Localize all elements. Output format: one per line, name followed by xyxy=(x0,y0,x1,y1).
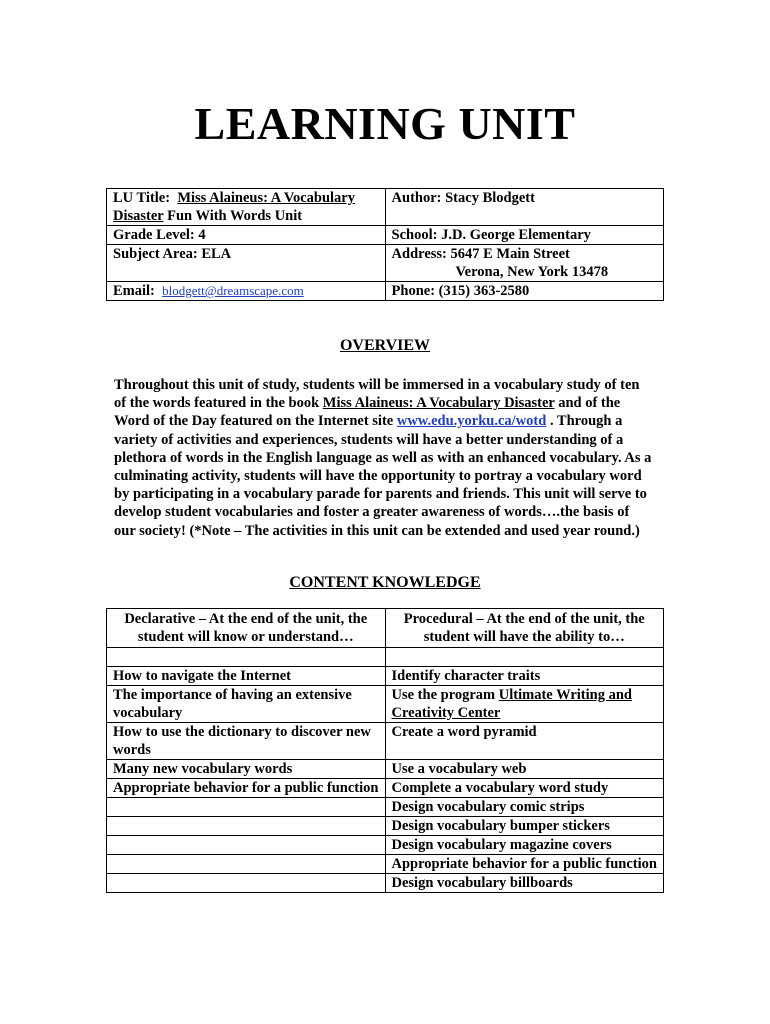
table-row xyxy=(107,226,664,245)
procedural-item: Create a word pyramid xyxy=(385,723,664,760)
table-row xyxy=(107,760,664,779)
address-line1: Address: 5647 E Main Street xyxy=(391,246,570,262)
overview-text-2: and of the Word of the Day featured on the Internet site xyxy=(114,395,621,430)
grade-level-cell xyxy=(107,226,386,245)
program-name: Ultimate Writing and Creativity Center xyxy=(391,687,632,721)
email-label: Email: xyxy=(113,283,155,299)
phone-cell xyxy=(385,282,663,301)
table-row xyxy=(107,282,664,301)
declarative-item: Appropriate behavior for a public function xyxy=(107,779,386,798)
phone-text: Phone: (315) 363-2580 xyxy=(391,283,530,299)
lu-title-label: LU Title: xyxy=(113,190,171,206)
procedural-item: Design vocabulary magazine covers xyxy=(385,836,664,855)
overview-heading: OVERVIEW xyxy=(339,337,431,354)
school-cell xyxy=(385,226,663,245)
procedural-item: Complete a vocabulary word study xyxy=(385,779,664,798)
procedural-item: Design vocabulary comic strips xyxy=(385,798,664,817)
subject-area-text: Subject Area: ELA xyxy=(113,246,232,262)
overview-text-3: . Through a variety of activities and experiences, students will have a better understanding of a plethora of words in the English language as well as with an enhanced vocabulary. As a culminating activity, students will have the opportunity to portray a vocabulary word by participating in a vocabulary parade for parents and friends. This unit will serve to develop student vocabularies and foster a greater awareness of words….the basis of our society! (*Note – The activities in this unit can be extended and used year round.) xyxy=(114,413,652,539)
book-title: Miss Alaineus: A Vocabulary Disaster xyxy=(322,395,555,412)
unit-info-table xyxy=(106,188,664,301)
lu-title-cell xyxy=(107,189,386,226)
table-row xyxy=(107,648,664,667)
table-row xyxy=(107,686,664,723)
declarative-item: How to navigate the Internet xyxy=(107,667,386,686)
table-row xyxy=(107,723,664,760)
procedural-item xyxy=(385,686,664,723)
grade-level-text: Grade Level: 4 xyxy=(113,227,206,243)
address-line2: Verona, New York 13478 xyxy=(455,264,609,280)
procedural-item: Appropriate behavior for a public function xyxy=(385,855,664,874)
table-row xyxy=(107,779,664,798)
table-row xyxy=(107,874,664,893)
website-link[interactable]: www.edu.yorku.ca/wotd xyxy=(396,413,547,430)
procedural-header: Procedural – At the end of the unit, the student will have the ability to… xyxy=(385,609,664,648)
declarative-header: Declarative – At the end of the unit, the student will know or understand… xyxy=(107,609,386,648)
lu-title-rest: Fun With Words Unit xyxy=(163,208,303,224)
content-knowledge-heading: CONTENT KNOWLEDGE xyxy=(289,574,481,591)
empty-cell xyxy=(107,836,386,855)
procedural-item: Design vocabulary billboards xyxy=(385,874,664,893)
table-row xyxy=(107,245,664,282)
author-cell xyxy=(385,189,663,226)
empty-cell xyxy=(107,798,386,817)
address-cell xyxy=(385,245,663,282)
declarative-item: How to use the dictionary to discover new words xyxy=(107,723,386,760)
lu-title-book-1: Miss Alaineus: A Vocabulary xyxy=(177,190,355,206)
author-text: Author: Stacy Blodgett xyxy=(391,190,535,206)
overview-text-1: Throughout this unit of study, students will be immersed in a vocabulary study of ten of the words featured in the book xyxy=(114,377,640,412)
subject-area-cell xyxy=(107,245,386,282)
email-link[interactable]: blodgett@dreamscape.com xyxy=(162,283,304,298)
table-row xyxy=(107,836,664,855)
procedural-item: Use a vocabulary web xyxy=(385,760,664,779)
procedural-item: Identify character traits xyxy=(385,667,664,686)
declarative-item: The importance of having an extensive vocabulary xyxy=(107,686,386,723)
table-row xyxy=(107,189,664,226)
declarative-item: Many new vocabulary words xyxy=(107,760,386,779)
email-cell xyxy=(107,282,386,301)
table-row xyxy=(107,798,664,817)
procedural-prefix: Use the program xyxy=(391,687,499,703)
empty-cell xyxy=(107,648,386,667)
school-text: School: J.D. George Elementary xyxy=(391,227,591,243)
empty-cell xyxy=(107,855,386,874)
empty-cell xyxy=(107,817,386,836)
lu-title-book-2: Disaster xyxy=(113,208,164,224)
table-row xyxy=(107,855,664,874)
overview-paragraph xyxy=(114,376,654,540)
content-knowledge-table xyxy=(106,608,664,893)
table-row xyxy=(107,817,664,836)
empty-cell xyxy=(107,874,386,893)
procedural-item: Design vocabulary bumper stickers xyxy=(385,817,664,836)
page-title: LEARNING UNIT xyxy=(194,98,576,149)
table-header-row xyxy=(107,609,664,648)
table-row xyxy=(107,667,664,686)
empty-cell xyxy=(385,648,664,667)
